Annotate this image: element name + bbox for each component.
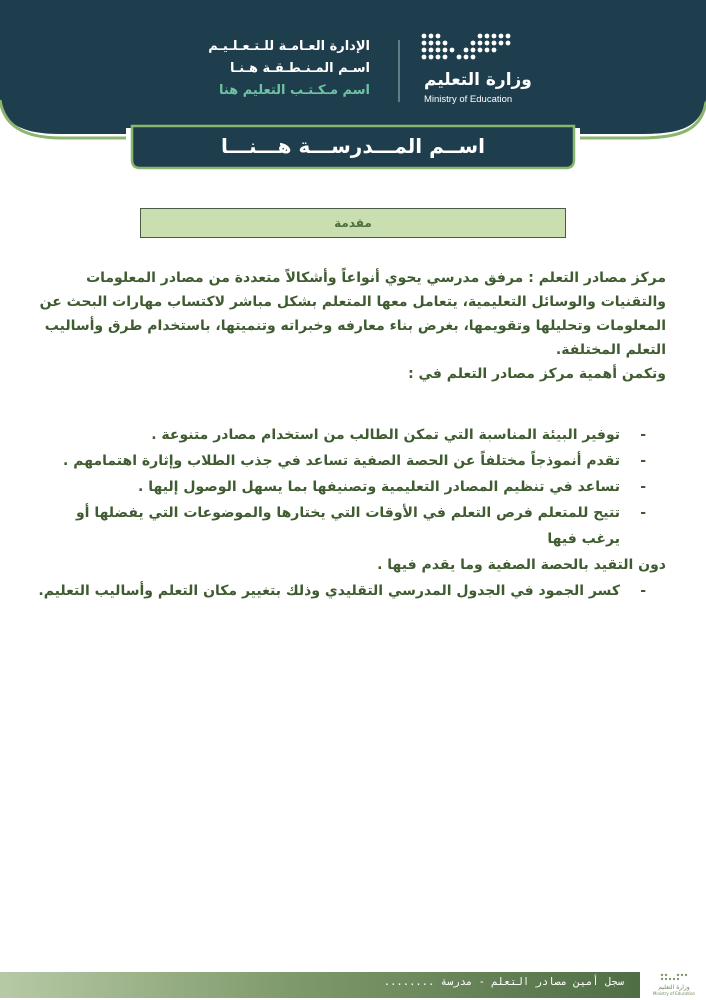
ministry-logo	[420, 32, 530, 108]
list-item-text: كسر الجمود في الجدول المدرسي التقليدي وذلك بتغيير مكان التعلم وأساليب التعليم.	[38, 583, 620, 599]
footer-ministry-logo	[652, 972, 696, 998]
bullet-dash: -	[640, 453, 646, 469]
general-administration-label: الإدارة العـامـة للـتـعـلـيـم	[208, 39, 370, 54]
footer-logo-arabic: وزارة التعليم	[658, 984, 690, 991]
school-name-title: اســم المـــدرســـة هـــنـــا	[220, 134, 485, 158]
bullet-dash: -	[640, 583, 646, 599]
importance-lead-text: وتكمن أهمية مركز مصادر التعلم في :	[408, 366, 666, 382]
ministry-name-arabic: وزارة التعليم	[424, 70, 532, 90]
header-divider	[398, 40, 400, 102]
list-item-continuation: دون التقيد بالحصة الصفية وما يقدم فيها .	[377, 557, 666, 573]
bullet-dash: -	[640, 479, 646, 495]
list-item-text: تتيح للمتعلم فرص التعلم في الأوقات التي يختارها والموضوعات التي يفضلها أو يرغب فيها	[75, 505, 620, 547]
bullet-dash: -	[640, 505, 646, 521]
page-header	[0, 0, 706, 170]
footer-record-label: سجل أمين مصادر التعلم - مدرسة ........	[383, 976, 624, 988]
list-item	[36, 422, 666, 448]
ministry-logo-icon	[420, 32, 516, 66]
definition-paragraph: مركز مصادر التعلم : مرفق مدرسي يحوي أنواعاً وأشكالاً متعددة من مصادر المعلومات والتقنيات والوسائل التعليمية، يتعامل معها المتعلم بشكل مباشر لاكتساب مهارات البحث عن المعلومات وتحليلها وتقويمها، بغرض بناء معارفه وخبراته وتنميتها، باستخدام طرق وأساليب التعلم المختلفة.	[39, 270, 666, 358]
footer-logo-english: Ministry of Education	[652, 991, 696, 996]
list-item-text: توفير البيئة المناسبة التي تمكن الطالب من استخدام مصادر متنوعة .	[151, 427, 620, 443]
footer-logo-icon	[659, 972, 689, 982]
list-item	[36, 578, 666, 604]
introduction-paragraph-block	[36, 266, 666, 386]
document-body	[36, 266, 666, 604]
list-item	[36, 448, 666, 474]
ministry-name-english: Ministry of Education	[424, 94, 513, 105]
bullet-dash: -	[640, 427, 646, 443]
list-item	[36, 500, 666, 552]
administration-block	[110, 36, 370, 102]
list-item-text: تقدم أنموذجاً مختلفاً عن الحصة الصفية تساعد في جذب الطلاب وإثارة اهتمامهم .	[63, 453, 620, 469]
importance-list	[36, 422, 666, 604]
list-item	[36, 474, 666, 500]
list-item-text: تساعد في تنظيم المصادر التعليمية وتصنيفها بما يسهل الوصول إليها .	[138, 479, 620, 495]
education-office-label: اسم مـكـتـب التعليم هنا	[218, 83, 370, 98]
region-name-label: اسـم المـنـطـقـة هـنـا	[229, 61, 370, 76]
page-footer	[0, 968, 706, 1000]
introduction-heading: مقدمة	[140, 208, 566, 238]
